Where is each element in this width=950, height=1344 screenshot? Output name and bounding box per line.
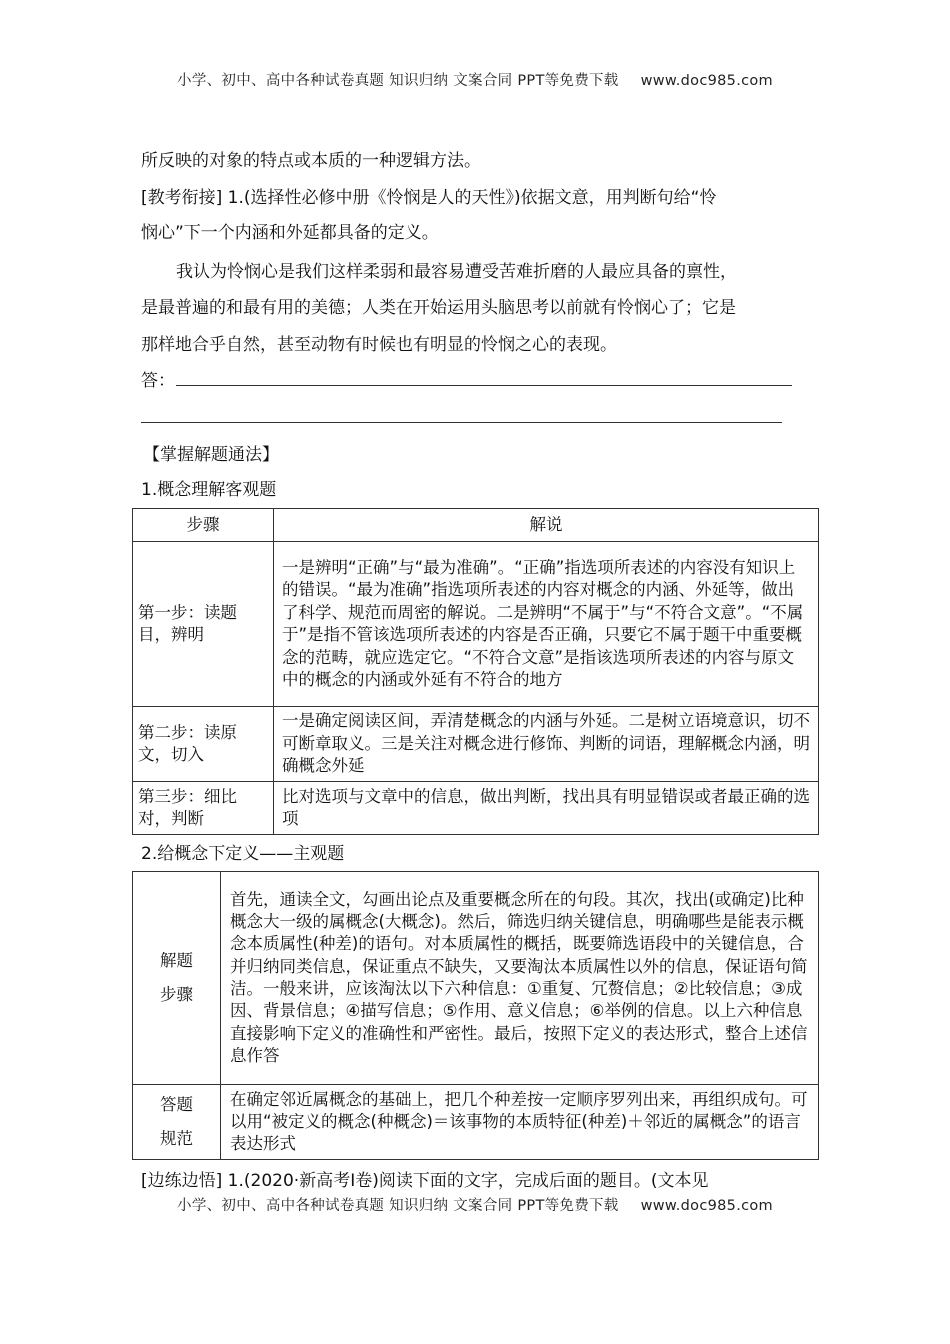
- definition-table: [132, 871, 819, 1160]
- method-heading: 【掌握解题通法】: [143, 445, 279, 465]
- step-label: 第一步：读题目，辨明: [133, 542, 274, 707]
- answer-blank-line-1[interactable]: [176, 385, 792, 386]
- footer-url[interactable]: www.doc985.com: [640, 1198, 773, 1214]
- page-footer: [0, 1194, 950, 1215]
- practice-line: [边练边悟] 1.(2020·新高考Ⅰ卷)阅读下面的文字，完成后面的题目。(文本见: [141, 1171, 709, 1191]
- table-row: [133, 542, 819, 707]
- header-step: 步骤: [133, 509, 274, 542]
- concept-steps-table: [132, 508, 819, 835]
- step-label: 第三步：细比对，判断: [133, 782, 274, 835]
- intro-tail: 所反映的对象的特点或本质的一种逻辑方法。: [141, 151, 481, 171]
- teaching-question-line1: [教考衔接] 1.(选择性必修中册《怜悯是人的天性》)依据文意，用判断句给“怜: [141, 188, 717, 208]
- step-description: 一是确定阅读区间，弄清楚概念的内涵与外延。二是树立语境意识，切不可断章取义。三是关注对概念进行修饰、判断的词语，理解概念内涵，明确概念外延: [274, 707, 819, 782]
- passage-line-1: 我认为怜悯心是我们这样柔弱和最容易遭受苦难折磨的人最应具备的禀性，: [176, 262, 737, 282]
- passage-line-2: 是最普遍的和最有用的美德；人类在开始运用头脑思考以前就有怜悯心了；它是: [141, 298, 736, 318]
- answer-blank-line-2[interactable]: [141, 422, 782, 423]
- table-row: [133, 707, 819, 782]
- row-label: 解题 步骤: [133, 872, 221, 1085]
- row-description: 首先，通读全文，勾画出论点及重要概念所在的句段。其次，找出(或确定)比种概念大一级的属概念(大概念)。然后，筛选归纳关键信息，明确哪些是能表示概念本质属性(种差)的语句。对本质属性的概括，既要筛选语段中的关键信息，合并归纳同类信息，保证重点不缺失，又要淘汰本质属性以外的信息，保证语句简洁。一般来讲，应该淘汰以下六种信息：①重复、冗赘信息；②比较信息；③成因、背景信息；④描写信息；⑤作用、意义信息；⑥举例的信息。以上六种信息直接影响下定义的准确性和严密性。最后，按照下定义的表达形式，整合上述信息作答: [221, 872, 819, 1085]
- step-label: 第二步：读原文，切入: [133, 707, 274, 782]
- footer-text: 小学、初中、高中各种试卷真题 知识归纳 文案合同 PPT等免费下载: [177, 1198, 619, 1214]
- step-description: 比对选项与文章中的信息，做出判断，找出具有明显错误或者最正确的选项: [274, 782, 819, 835]
- section2-title: 2.给概念下定义——主观题: [141, 844, 345, 864]
- table-header-row: [133, 509, 819, 542]
- answer-label: 答：: [141, 371, 175, 391]
- teaching-question-line2: 悯心”下一个内涵和外延都具备的定义。: [141, 223, 439, 243]
- table-row: [133, 782, 819, 835]
- header-text: 小学、初中、高中各种试卷真题 知识归纳 文案合同 PPT等免费下载: [177, 73, 619, 89]
- table-row: [133, 1085, 819, 1160]
- header-desc: 解说: [274, 509, 819, 542]
- section1-title: 1.概念理解客观题: [141, 480, 277, 500]
- page-header: [0, 69, 950, 90]
- table-row: [133, 872, 819, 1085]
- row-label: 答题 规范: [133, 1085, 221, 1160]
- passage-line-3: 那样地合乎自然，甚至动物有时候也有明显的怜悯之心的表现。: [141, 335, 617, 355]
- row-description: 在确定邻近属概念的基础上，把几个种差按一定顺序罗列出来，再组织成句。可以用“被定义的概念(种概念)＝该事物的本质特征(种差)＋邻近的属概念”的语言表达形式: [221, 1085, 819, 1160]
- step-description: 一是辨明“正确”与“最为准确”。“正确”指选项所表述的内容没有知识上的错误。“最为准确”指选项所表述的内容对概念的内涵、外延等，做出了科学、规范而周密的解说。二是辨明“不属于”与“不符合文意”。“不属于”是指不管该选项所表述的内容是否正确，只要它不属于题干中重要概念的范畴，就应选定它。“不符合文意”是指该选项所表述的内容与原文中的概念的内涵或外延有不符合的地方: [274, 542, 819, 707]
- header-url[interactable]: www.doc985.com: [640, 73, 773, 89]
